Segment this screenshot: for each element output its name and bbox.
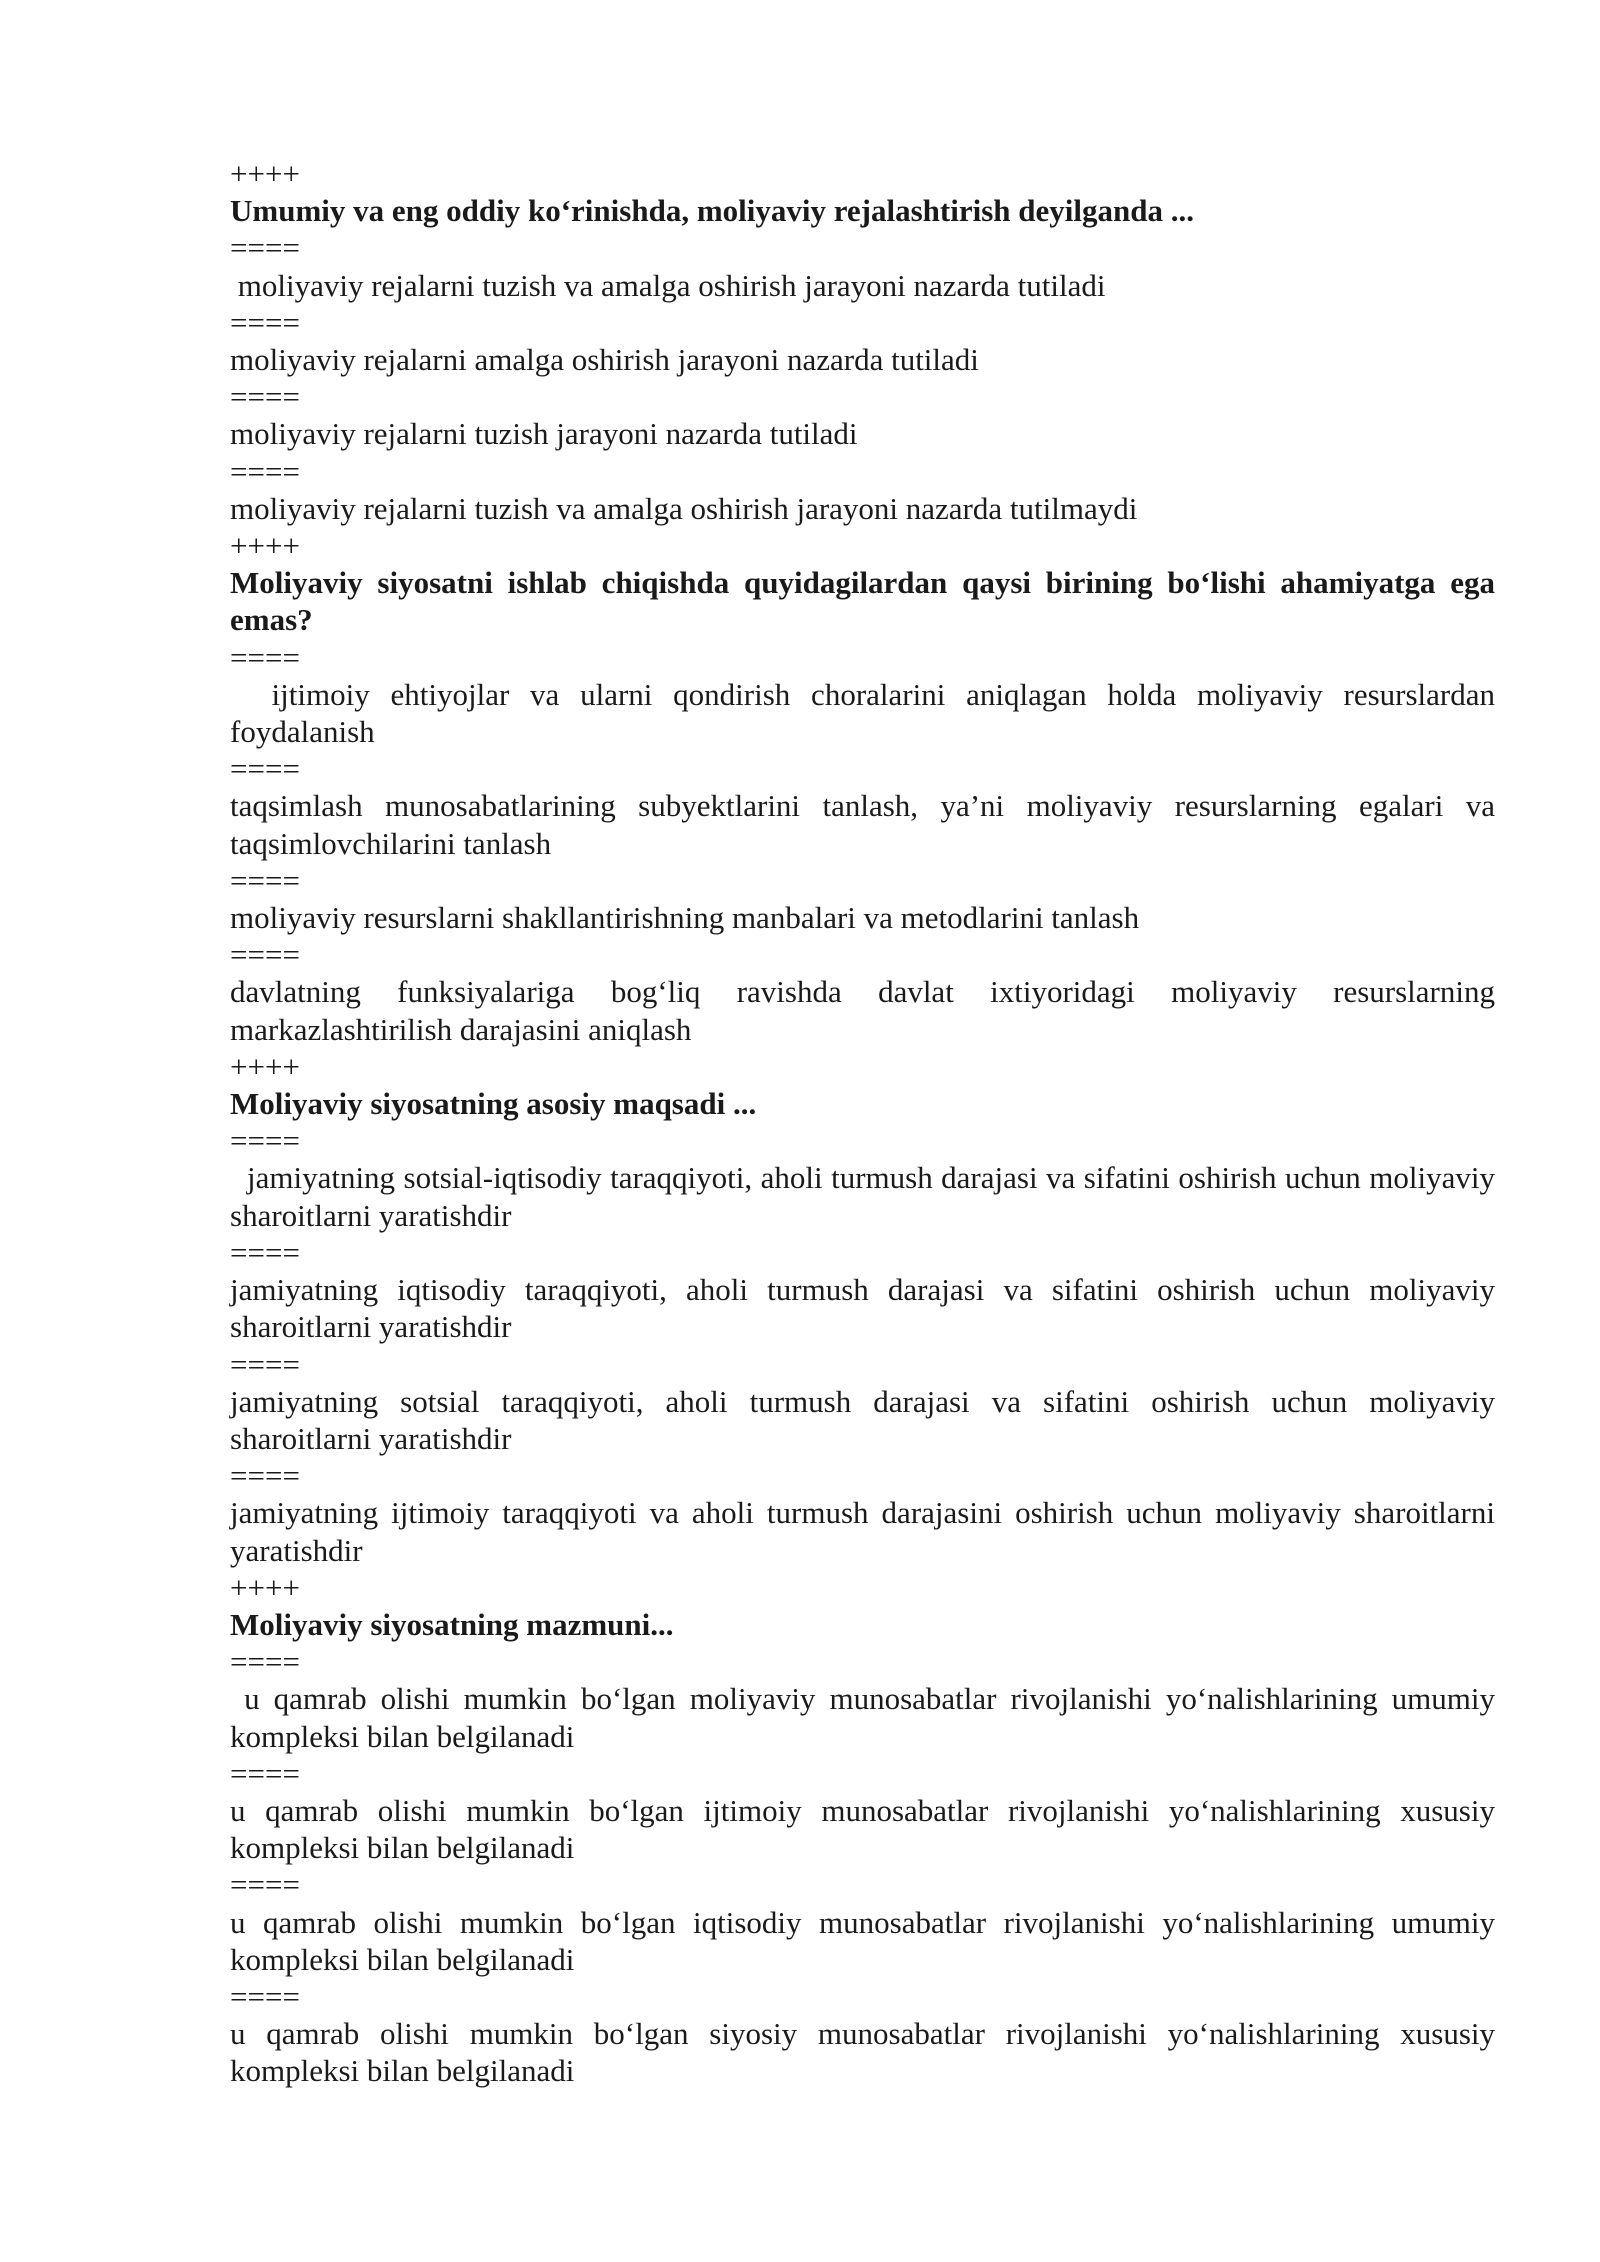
answer-separator: ==== <box>230 639 300 675</box>
question-text: Moliyaviy siyosatning mazmuni... <box>230 1606 674 1642</box>
answer-option: u qamrab olishi mumkin bo‘lgan ijtimoiy munosabatlar rivojlanishi yo‘nalishlarining xususiy kompleksi bilan belgilanadi <box>230 1792 1503 1866</box>
answer-option: ijtimoiy ehtiyojlar va ularni qondirish choralarini aniqlagan holda moliyaviy resurslardan foydalanish <box>230 676 1503 750</box>
question-block <box>230 155 1495 527</box>
answer-option: moliyaviy resurslarni shakllantirishning manbalari va metodlarini tanlash <box>230 900 1140 936</box>
question-block <box>230 527 1503 1048</box>
answer-separator: ==== <box>230 1978 300 2014</box>
question-text: Umumiy va eng oddiy ko‘rinishda, moliyaviy rejalashtirish deyilganda ... <box>230 193 1194 229</box>
answer-option: moliyaviy rejalarni tuzish jarayoni nazarda tutiladi <box>230 416 858 452</box>
answer-separator: ==== <box>230 1346 300 1382</box>
answer-option: jamiyatning sotsial taraqqiyoti, aholi turmush darajasi va sifatini oshirish uchun moliyaviy sharoitlarni yaratishdir <box>230 1383 1503 1456</box>
answer-option: moliyaviy rejalarni tuzish va amalga oshirish jarayoni nazarda tutiladi <box>230 267 1106 303</box>
question-separator: ++++ <box>230 1569 300 1605</box>
answer-separator: ==== <box>230 304 300 340</box>
answer-option: u qamrab olishi mumkin bo‘lgan siyosiy munosabatlar rivojlanishi yo‘nalishlarining xususiy kompleksi bilan belgilanadi <box>230 2016 1503 2089</box>
answer-option: jamiyatning iqtisodiy taraqqiyoti, aholi turmush darajasi va sifatini oshirish uchun moliyaviy sharoitlarni yaratishdir <box>230 1272 1503 1345</box>
question-separator: ++++ <box>230 1048 300 1084</box>
answer-separator: ==== <box>230 453 300 489</box>
question-text: Moliyaviy siyosatni ishlab chiqishda quyidagilardan qaysi birining bo‘lishi ahamiyatga ega emas? <box>230 565 1495 638</box>
answer-option: u qamrab olishi mumkin bo‘lgan moliyaviy munosabatlar rivojlanishi yo‘nalishlarining umumiy kompleksi bilan belgilanadi <box>230 1681 1503 1754</box>
answer-separator: ==== <box>230 1644 300 1680</box>
answer-option: jamiyatning sotsial-iqtisodiy taraqqiyoti, aholi turmush darajasi va sifatini oshirish uchun moliyaviy sharoitlarni yaratishdir <box>230 1160 1503 1233</box>
question-block <box>230 1048 1503 1569</box>
answer-option: davlatning funksiyalariga bog‘liq ravishda davlat ixtiyoridagi moliyaviy resurslarning markazlashtirilish darajasini aniqlash <box>230 974 1503 1047</box>
document-page <box>230 155 1503 2090</box>
answer-separator: ==== <box>230 1123 300 1159</box>
answer-separator: ==== <box>230 1234 300 1270</box>
question-separator: ++++ <box>230 528 300 564</box>
answer-separator: ==== <box>230 1458 300 1494</box>
answer-option: jamiyatning ijtimoiy taraqqiyoti va aholi turmush darajasini oshirish uchun moliyaviy sharoitlarni yaratishdir <box>230 1495 1503 1568</box>
answer-separator: ==== <box>230 862 300 898</box>
answer-separator: ==== <box>230 1755 300 1791</box>
question-text: Moliyaviy siyosatning asosiy maqsadi ... <box>230 1086 757 1122</box>
answer-separator: ==== <box>230 230 300 266</box>
answer-option: moliyaviy rejalarni tuzish va amalga oshirish jarayoni nazarda tutilmaydi <box>230 490 1138 526</box>
answer-separator: ==== <box>230 751 300 787</box>
answer-option: moliyaviy rejalarni amalga oshirish jarayoni nazarda tutiladi <box>230 342 979 378</box>
answer-option: taqsimlash munosabatlarining subyektlarini tanlash, ya’ni moliyaviy resurslarning egalari va taqsimlovchilarini tanlash <box>230 788 1503 861</box>
question-separator: ++++ <box>230 156 300 191</box>
answer-separator: ==== <box>230 937 300 973</box>
answer-separator: ==== <box>230 379 300 415</box>
answer-option: u qamrab olishi mumkin bo‘lgan iqtisodiy munosabatlar rivojlanishi yo‘nalishlarining umumiy kompleksi bilan belgilanadi <box>230 1904 1503 1977</box>
answer-separator: ==== <box>230 1867 300 1903</box>
question-block <box>230 1569 1503 2090</box>
